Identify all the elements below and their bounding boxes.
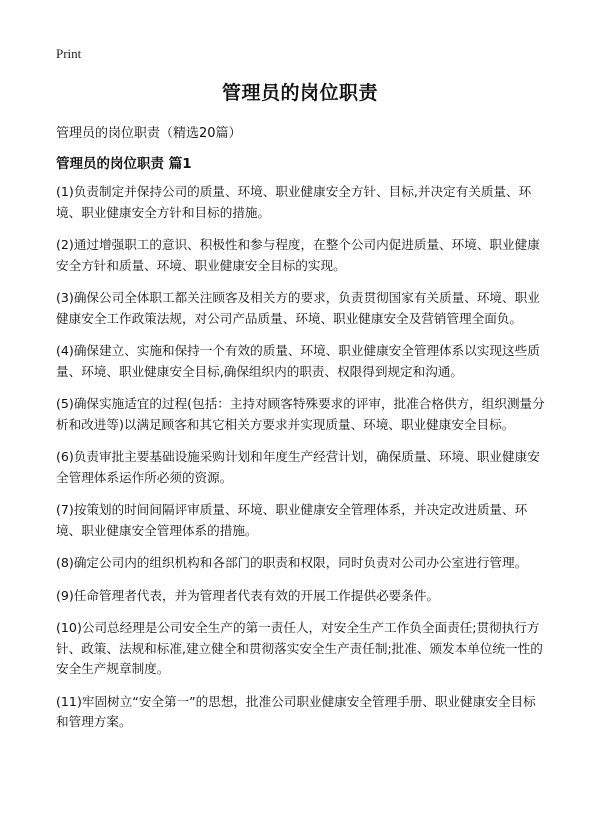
duty-item: (2)通过增强职工的意识、积极性和参与程度，在整个公司内促进质量、环境、职业健康安全方针和质量、环境、职业健康安全目标的实现。: [56, 237, 540, 273]
document-subtitle: 管理员的岗位职责（精选20篇）: [56, 126, 242, 141]
section-heading: 管理员的岗位职责 篇1: [56, 156, 192, 172]
duty-item: (8)确定公司内的组织机构和各部门的职责和权限，同时负责对公司办公室进行管理。: [56, 555, 528, 570]
duty-list: [56, 182, 546, 745]
duty-item: (4)确保建立、实施和保持一个有效的质量、环境、职业健康安全管理体系以实现这些质量、环境、职业健康安全目标,确保组织内的职责、权限得到规定和沟通。: [56, 343, 540, 379]
print-label: Print: [56, 46, 82, 61]
duty-item: (3)确保公司全体职工都关注顾客及相关方的要求，负责贯彻国家有关质量、环境、职业健康安全工作政策法规，对公司产品质量、环境、职业健康安全及营销管理全面负。: [56, 290, 540, 326]
duty-item: (10)公司总经理是公司安全生产的第一责任人，对安全生产工作负全面责任;贯彻执行方针、政策、法规和标准,建立健全和贯彻落实安全生产责任制;批准、颁发本单位统一性的安全生产规章制度。: [56, 620, 543, 676]
duty-item: (11)牢固树立“安全第一”的思想，批准公司职业健康安全管理手册、职业健康安全目标和管理方案。: [56, 693, 536, 729]
duty-item: (6)负责审批主要基础设施采购计划和年度生产经营计划，确保质量、环境、职业健康安全管理体系运作所必须的资源。: [56, 449, 540, 485]
duty-item: (5)确保实施适宜的过程(包括：主持对顾客特殊要求的评审，批准合格供方，组织测量分析和改进等)以满足顾客和其它相关方要求并实现质量、环境、职业健康安全目标。: [56, 396, 545, 432]
duty-item: (9)任命管理者代表，并为管理者代表有效的开展工作提供必要条件。: [56, 587, 440, 603]
document-title: 管理员的岗位职责: [221, 82, 378, 104]
duty-item: (7)按策划的时间间隔评审质量、环境、职业健康安全管理体系，并决定改进质量、环境、职业健康安全管理体系的措施。: [56, 502, 528, 538]
duty-item: (1)负责制定并保持公司的质量、环境、职业健康安全方针、目标,并决定有关质量、环境、职业健康安全方针和目标的措施。: [56, 184, 532, 220]
